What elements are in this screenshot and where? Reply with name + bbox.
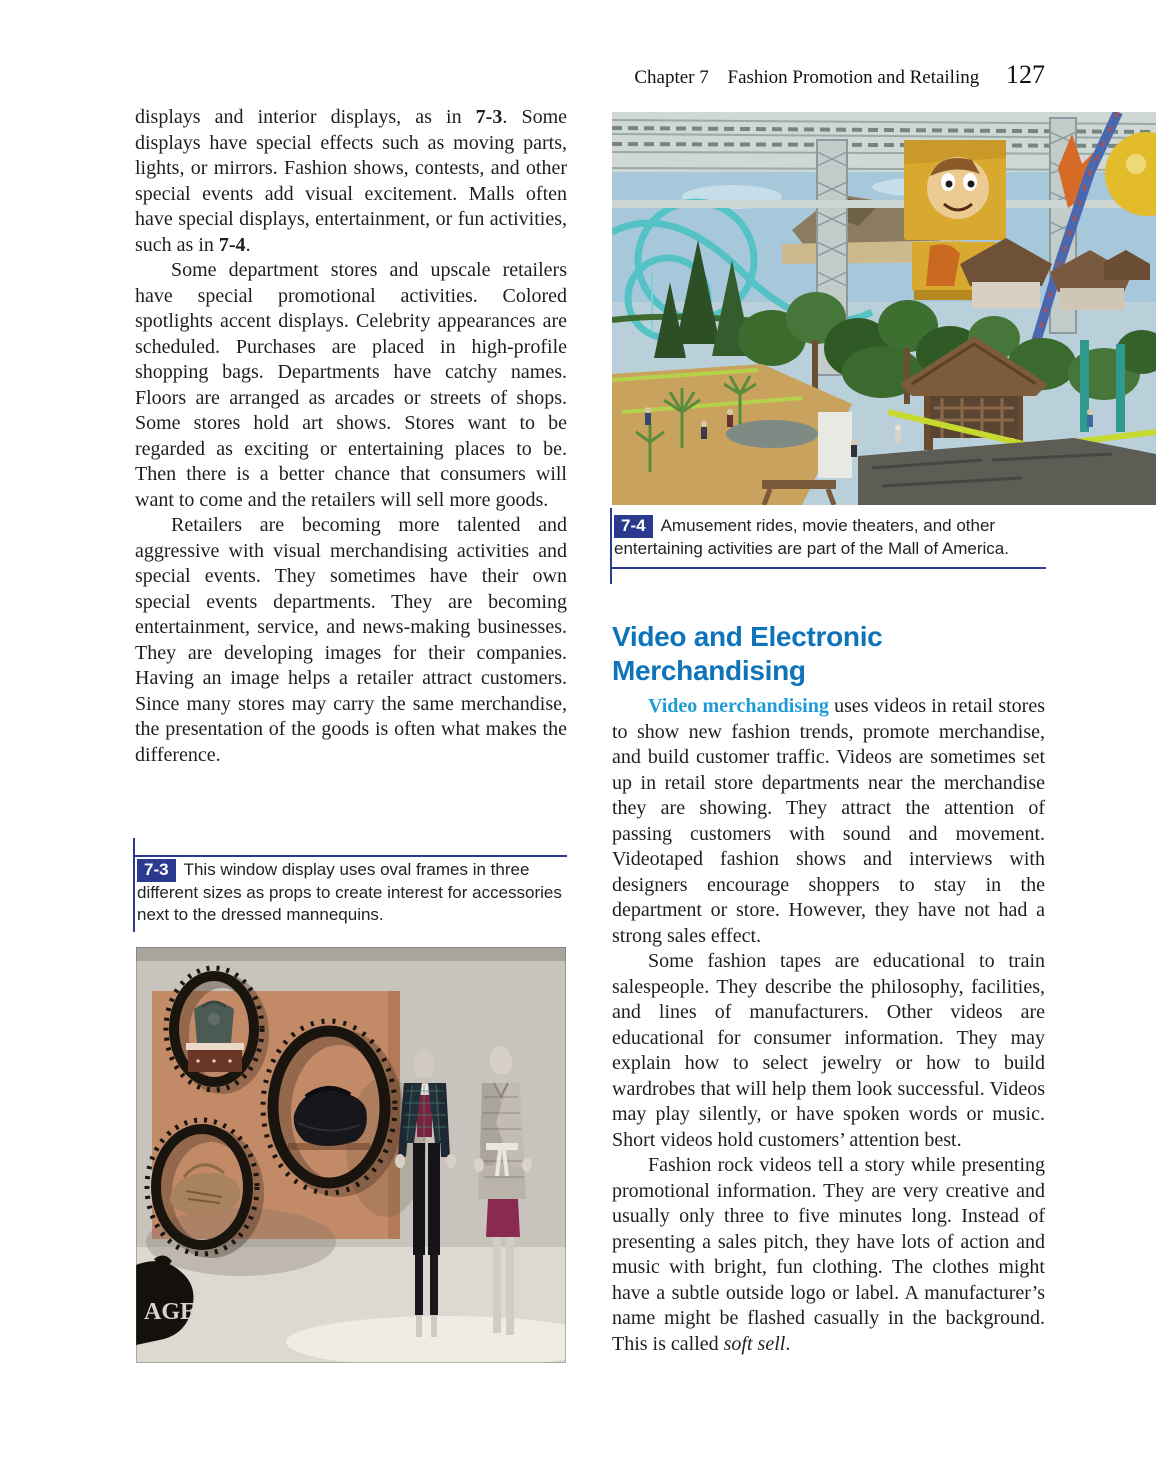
figure-7-3-badge: 7-3 <box>137 859 176 882</box>
right-column <box>612 694 1045 1357</box>
figure-7-4-caption <box>610 508 1046 560</box>
section-heading: Video and Electronic Merchandising <box>612 621 883 686</box>
figure-7-4-photo <box>612 112 1156 505</box>
signage-text: AGE <box>144 1299 197 1325</box>
paragraph: Fashion rock videos tell a story while presenting promotional information. They are very creative and usually only three to five minutes long. Instead of presenting a sales pitch, they have lots of action and music with bright, fun clothing. The clothes might have a subtle outside logo or label. A manufacturer’s name might be flashed casually in the background. This is called soft sell. <box>612 1154 1045 1355</box>
left-column <box>135 105 567 768</box>
window-display-illustration <box>136 947 566 1363</box>
figure-7-4-badge: 7-4 <box>614 515 653 538</box>
caption-horizontal-rule <box>133 855 567 857</box>
caption-vertical-rule <box>610 508 612 584</box>
figure-7-4-caption-block <box>610 508 1046 560</box>
paragraph: Retailers are becoming more talented and aggressive with visual merchandising activities and special events. They sometimes have their own special events departments. They are becoming entertainment, service, and news-making businesses. They are developing images for their companies. Having an image helps a retailer attract customers. Since many stores may carry the same merchandise, the presentation of the goods is often what makes the difference. <box>135 514 567 766</box>
paragraph: Some department stores and upscale retailers have special promotional activities. Colored spotlights accent displays. Celebrity appearances are scheduled. Purchases are placed in high-profile shopping bags. Departments have catchy names. Floors are arranged as arcades or streets of shops. Some stores hold art shows. Stores want to be regarded as exciting or entertaining places to be. Then there is a better chance that consumers will want to come and the retailers will sell more goods. <box>135 259 567 511</box>
paragraph: Some fashion tapes are educational to train salespeople. They describe the philosophy, facilities, and lines of manufacturers. Other videos are educational for consumer information. They may explain how to select jewelry or how to build wardrobes that will help them look successful. Videos may play silently, or have spoken words or music. Short videos hold customers’ attention best. <box>612 950 1045 1151</box>
handbag-black <box>294 1091 367 1146</box>
figure-7-3-caption-text: This window display uses oval frames in three different sizes as props to create interest for accessories next to the dressed mannequins. <box>137 860 562 924</box>
paragraph: displays and interior displays, as in 7-3. Some displays have special effects such as moving parts, lights, or mirrors. Fashion shows, contests, and other special events add visual excitement. Malls often have special displays, entertainment, or fun activities, such as in 7-4. <box>135 106 567 256</box>
page-number: 127 <box>1006 60 1045 89</box>
paragraph: Video merchandising uses videos in retail stores to show new fashion trends, promote merchandise, and build customer traffic. Videos are sometimes set up in retail store departments near the merchandise they are showing. They attract the attention of passing customers with sound and movement. Videotaped fashion shows and interviews with designers encourage shoppers to stay in the department or store. However, they have not had a strong sales effect. <box>612 695 1045 947</box>
running-head-title: Fashion Promotion and Retailing <box>727 67 980 88</box>
figure-7-3-photo <box>136 947 566 1363</box>
figure-7-4-caption-text: Amusement rides, movie theaters, and other entertaining activities are part of the Mall of America. <box>614 516 1009 558</box>
caption-vertical-rule <box>133 838 135 932</box>
figure-7-3-caption-block <box>133 838 567 926</box>
figure-7-3-caption <box>133 838 567 926</box>
mall-amusement-park-illustration <box>612 112 1156 505</box>
running-head <box>0 60 1045 90</box>
caption-horizontal-rule <box>610 567 1046 569</box>
chapter-label: Chapter 7 <box>634 67 709 88</box>
